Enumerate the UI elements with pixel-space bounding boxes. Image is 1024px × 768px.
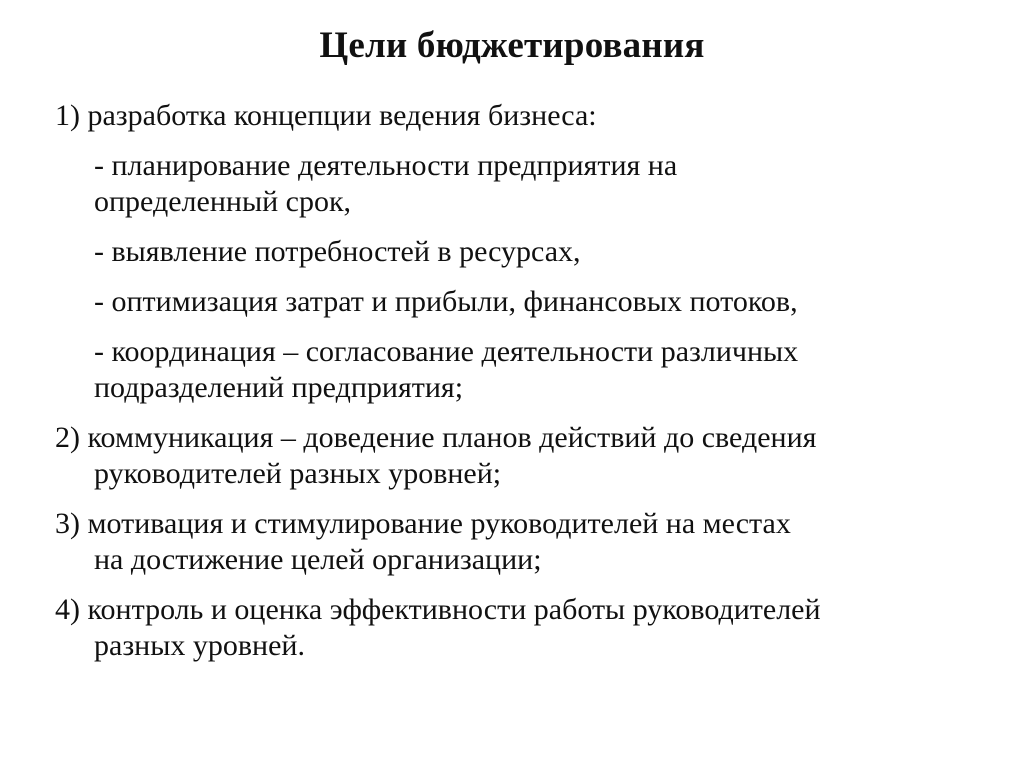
- list-item-text: 2) коммуникация – доведение планов действий до сведения: [55, 421, 817, 454]
- sub-item-coordination: [55, 334, 1000, 406]
- list-item-text-continued: разных уровней.: [94, 629, 305, 662]
- sub-item-text: - координация – согласование деятельности различных: [94, 335, 799, 368]
- list-item-3: [55, 506, 1000, 578]
- list-item-4: [55, 592, 1000, 664]
- sub-item-optimization: [55, 284, 1000, 320]
- sub-item-resources: [55, 234, 1000, 270]
- sub-item-text: - оптимизация затрат и прибыли, финансовых потоков,: [94, 285, 798, 318]
- list-item-text-continued: руководителей разных уровней;: [94, 457, 502, 490]
- sub-item-text-continued: подразделений предприятия;: [94, 371, 464, 404]
- list-item-text: 1) разработка концепции ведения бизнеса:: [55, 99, 597, 132]
- list-item-text: 3) мотивация и стимулирование руководителей на местах: [55, 507, 791, 540]
- sub-item-text-continued: определенный срок,: [94, 185, 352, 218]
- list-item-text: 4) контроль и оценка эффективности работы руководителей: [55, 593, 821, 626]
- list-item-1: [55, 98, 1000, 134]
- list-item-2: [55, 420, 1000, 492]
- sub-item-planning: [55, 148, 1000, 220]
- slide-title: Цели бюджетирования: [319, 25, 705, 66]
- goals-list: [55, 98, 1000, 678]
- sub-item-text: - выявление потребностей в ресурсах,: [94, 235, 581, 268]
- list-item-text-continued: на достижение целей организации;: [94, 543, 542, 576]
- sub-item-text: - планирование деятельности предприятия на: [94, 149, 678, 182]
